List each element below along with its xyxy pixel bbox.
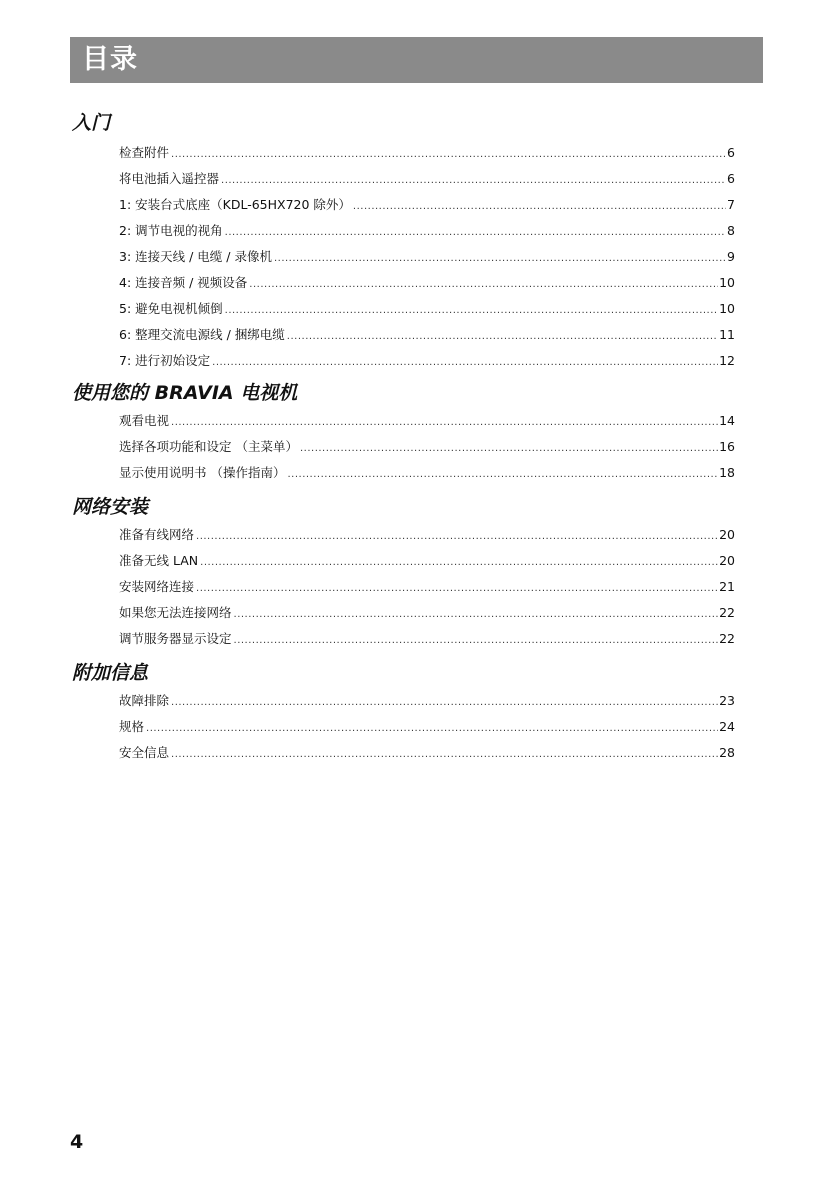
toc-entry-page: 10 (719, 275, 735, 290)
toc-entry[interactable] (119, 348, 735, 374)
toc-entry[interactable] (119, 522, 735, 548)
toc-entry[interactable] (119, 460, 735, 486)
toc-entry[interactable] (119, 740, 735, 766)
toc-entry-page: 12 (719, 353, 735, 368)
page-title: 目录 (82, 44, 138, 75)
dot-leader (200, 550, 718, 576)
dot-leader (287, 324, 718, 350)
toc-entry[interactable] (119, 140, 735, 166)
dot-leader (353, 194, 726, 220)
dot-leader (171, 742, 718, 768)
dot-leader (196, 524, 718, 550)
toc-entry-label: 检查附件 (119, 145, 170, 160)
toc-entry-label: 观看电视 (119, 413, 170, 428)
toc-entry[interactable] (119, 434, 735, 460)
toc-entry-page: 16 (719, 439, 735, 454)
toc-entry-label: 将电池插入遥控器 (119, 171, 220, 186)
dot-leader (249, 272, 718, 298)
toc-section-additional-info (72, 661, 772, 766)
toc-section-getting-started (72, 111, 772, 374)
section-title: 网络安装 (72, 496, 149, 518)
toc-entry[interactable] (119, 548, 735, 574)
toc-entry-page: 18 (719, 465, 735, 480)
toc-entry[interactable] (119, 408, 735, 434)
toc-entry[interactable] (119, 714, 735, 740)
toc-entry-label: 选择各项功能和设定 （主菜单） (119, 439, 298, 454)
toc-entry[interactable] (119, 192, 735, 218)
toc-entry-label: 1: 安装台式底座（KDL-65HX720 除外） (119, 197, 351, 212)
dot-leader (171, 690, 718, 716)
toc-entry-page: 21 (719, 579, 735, 594)
toc-entry-page: 6 (727, 145, 735, 160)
toc-list (72, 522, 772, 652)
section-title: 使用您的 BRAVIA 电视机 (72, 382, 298, 404)
toc-entry-page: 9 (727, 249, 735, 264)
toc-entry-label: 4: 连接音频 / 视频设备 (119, 275, 248, 290)
toc-entry-label: 故障排除 (119, 693, 170, 708)
toc-entry-page: 14 (719, 413, 735, 428)
dot-leader (287, 462, 718, 488)
toc-entry[interactable] (119, 688, 735, 714)
toc-entry-page: 11 (719, 327, 735, 342)
dot-leader (300, 436, 718, 462)
toc-entry[interactable] (119, 626, 735, 652)
toc-entry-label: 7: 进行初始设定 (119, 353, 211, 368)
toc-entry-page: 6 (727, 171, 735, 186)
toc-entry-page: 24 (719, 719, 735, 734)
dot-leader (171, 410, 718, 436)
dot-leader (171, 142, 726, 168)
dot-leader (274, 246, 726, 272)
dot-leader (196, 576, 718, 602)
toc-entry-page: 10 (719, 301, 735, 316)
toc-entry-label: 准备无线 LAN (119, 553, 199, 568)
dot-leader (225, 298, 718, 324)
toc-entry-label: 准备有线网络 (119, 527, 195, 542)
toc-entry-label: 规格 (119, 719, 145, 734)
dot-leader (234, 602, 719, 628)
toc-entry-page: 22 (719, 605, 735, 620)
toc-list (72, 140, 772, 374)
toc-section-network-setup (72, 495, 772, 652)
toc-entry[interactable] (119, 218, 735, 244)
toc-entry[interactable] (119, 244, 735, 270)
toc-entry-page: 23 (719, 693, 735, 708)
toc-entry[interactable] (119, 270, 735, 296)
toc-entry-label: 显示使用说明书 （操作指南） (119, 465, 286, 480)
toc-entry-label: 2: 调节电视的视角 (119, 223, 223, 238)
toc-list (72, 688, 772, 766)
toc-section-using-bravia (72, 381, 772, 486)
dot-leader (212, 350, 718, 376)
dot-leader (234, 628, 719, 654)
toc-list (72, 408, 772, 486)
dot-leader (225, 220, 726, 246)
toc-entry-page: 20 (719, 527, 735, 542)
toc-entry[interactable] (119, 322, 735, 348)
toc-entry-page: 20 (719, 553, 735, 568)
toc-entry-label: 安全信息 (119, 745, 170, 760)
toc-entry-page: 7 (727, 197, 735, 212)
dot-leader (146, 716, 718, 742)
toc-entry[interactable] (119, 296, 735, 322)
page-number: 4 (70, 1131, 84, 1153)
toc-entry-page: 22 (719, 631, 735, 646)
toc-entry-label: 安装网络连接 (119, 579, 195, 594)
toc-entry-label: 5: 避免电视机倾倒 (119, 301, 223, 316)
toc-title-bar (70, 37, 763, 83)
toc-entry-label: 调节服务器显示设定 (119, 631, 232, 646)
toc-entry-label: 如果您无法连接网络 (119, 605, 232, 620)
toc-entry[interactable] (119, 600, 735, 626)
section-title: 附加信息 (72, 662, 149, 684)
toc-entry-label: 3: 连接天线 / 电缆 / 录像机 (119, 249, 272, 264)
toc-entry-page: 8 (727, 223, 735, 238)
toc-entry[interactable] (119, 166, 735, 192)
toc-entry-label: 6: 整理交流电源线 / 捆绑电缆 (119, 327, 285, 342)
section-title: 入门 (72, 112, 111, 134)
toc-entry-page: 28 (719, 745, 735, 760)
toc-entry[interactable] (119, 574, 735, 600)
dot-leader (221, 168, 726, 194)
